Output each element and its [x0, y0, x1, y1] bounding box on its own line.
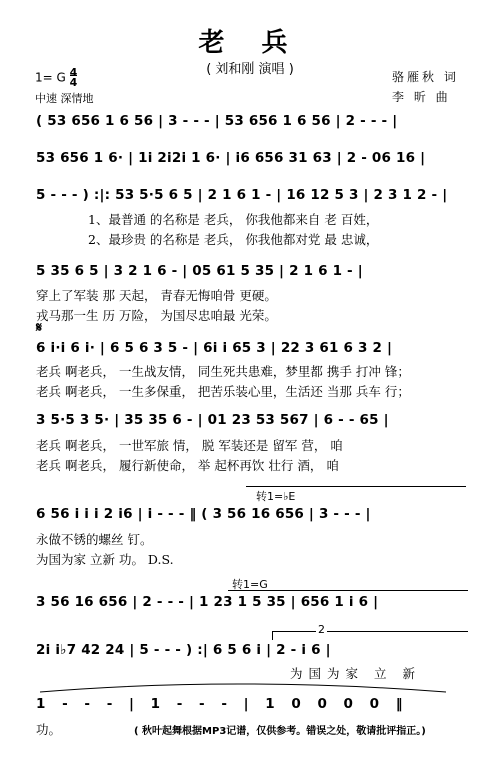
lyric-line: 2、最珍贵 的名称是 老兵， 你我他都对党 最 忠诚，	[88, 232, 379, 247]
footer-note: ( 秋叶起舞根据MP3记谱，仅供参考。错误之处，敬请批评指正。)	[134, 726, 426, 737]
lyric-line: 穿上了军装 那 天起， 青春无悔咱骨 更硬。	[36, 288, 277, 303]
modulation-marking: 转1=♭E	[256, 490, 296, 503]
lyric-line: 老兵 啊老兵， 一生多保重， 把苦乐装心里，生活还 当那 兵车 行；	[36, 384, 410, 399]
notation-line: 53 656 1 6· | 1i 2i2i 1 6· | i6 656 31 63 | 2 - 06 16 |	[36, 150, 426, 166]
lyric-line: 老兵 啊老兵， 一生战友情， 同生死共患难，梦里都 携手 打冲 锋；	[36, 364, 410, 379]
lyric-line: 1、最普通 的名称是 老兵， 你我他都来自 老 百姓，	[88, 212, 379, 227]
modulation-marking: 转1=G	[232, 578, 268, 591]
volta-number: 2	[318, 623, 325, 636]
notation-line: 5 35 6 5 | 3 2 1 6 - | 05 61 5 35 | 2 1 6 1 - |	[36, 263, 363, 279]
key-signature: 1= G 4 4	[35, 66, 78, 89]
composer-credit: 李 昕 曲	[392, 90, 451, 104]
tempo-marking: 中速 深情地	[35, 92, 94, 105]
lyric-line: 老兵 啊老兵， 一世军旅 情， 脱 军装还是 留军 营， 咱	[36, 438, 343, 453]
notation-line: 5 - - - ) :|: 53 5·5 6 5 | 2 1 6 1 - | 16 12 5 3 | 2 3 1 2 - |	[36, 187, 448, 203]
segno-sign: 𝄋	[36, 320, 43, 336]
modulation-bracket	[228, 590, 468, 591]
notation-line: 6 56 i i i 2 i6 | i - - - ‖ ( 3 56 16 656 | 3 - - - |	[36, 506, 371, 522]
lyric-line: 为国为家 立 新	[290, 666, 421, 681]
tie-arc	[36, 680, 456, 694]
lyric-line: 功。	[36, 722, 62, 737]
notation-line: 3 56 16 656 | 2 - - - | 1 23 1 5 35 | 656 1 i 6 |	[36, 594, 379, 610]
modulation-bracket	[246, 486, 466, 487]
notation-line: 3 5·5 3 5· | 35 35 6 - | 01 23 53 567 | 6 - - 65 |	[36, 412, 389, 428]
notation-line: ( 53 656 1 6 56 | 3 - - - | 53 656 1 6 56 | 2 - - - |	[36, 113, 398, 129]
singer-credit: ( 刘和刚 演唱 )	[206, 62, 294, 77]
volta-bracket	[272, 631, 468, 640]
notation-line: 2i i♭7 42 24 | 5 - - - ) :| 6 5 6 i | 2 - i 6 |	[36, 642, 331, 658]
lyricist-credit: 骆雁秋 词	[392, 70, 459, 84]
notation-line: 1 - - - | 1 - - - | 1 0 0 0 0 ‖	[36, 696, 409, 712]
page-title: 老 兵	[198, 28, 302, 58]
lyric-line: 老兵 啊老兵， 履行新使命， 举 起杯再饮 壮行 酒， 咱	[36, 458, 339, 473]
lyric-line: 戎马那一生 历 万险， 为国尽忠咱最 光荣。	[36, 308, 277, 323]
notation-line: 6 i·i 6 i· | 6 5 6 3 5 - | 6i i 65 3 | 22 3 61 6 3 2 |	[36, 340, 393, 356]
lyric-line: 为国为家 立新 功。 D.S.	[36, 552, 174, 567]
lyric-line: 永做不锈的螺丝 钉。	[36, 532, 153, 547]
time-signature: 4 4	[69, 66, 78, 89]
